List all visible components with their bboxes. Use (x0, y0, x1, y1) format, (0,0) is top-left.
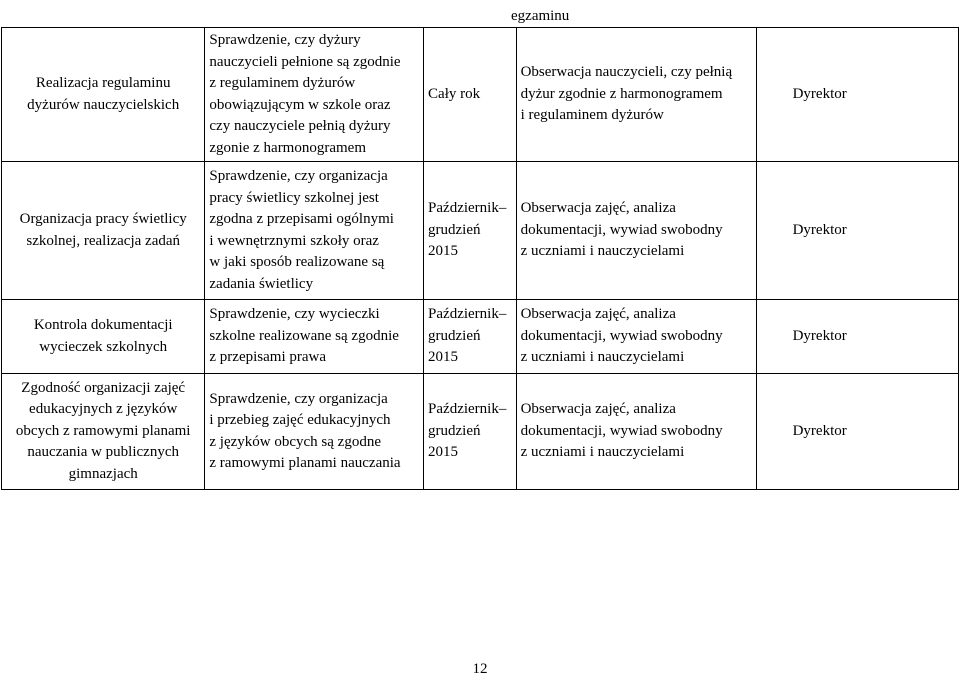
responsible-text: Dyrektor (792, 221, 847, 238)
method-cell: Obserwacja nauczycieli, czy pełnią dyżur zgodnie z harmonogramem i regulaminem dyżurów (516, 28, 756, 162)
table-row (2, 28, 959, 162)
area-cell: Kontrola dokumentacji wycieczek szkolnych (2, 300, 205, 374)
method-cell: Obserwacja zajęć, analiza dokumentacji, wywiad swobodny z uczniami i nauczycielami (516, 300, 756, 374)
responsible-text: Dyrektor (792, 327, 847, 344)
supervision-plan-table (1, 27, 959, 490)
area-cell: Realizacja regulaminu dyżurów nauczycielskich (2, 28, 205, 162)
continued-text: egzaminu (511, 8, 570, 24)
table-row (2, 162, 959, 300)
page-number: 12 (472, 661, 488, 677)
area-cell: Zgodność organizacji zajęć edukacyjnych z języków obcych z ramowymi planami nauczania w publicznych gimnazjach (2, 374, 205, 490)
responsible-cell (756, 28, 958, 162)
area-cell: Organizacja pracy świetlicy szkolnej, realizacja zadań (2, 162, 205, 300)
task-cell: Sprawdzenie, czy wycieczki szkolne realizowane są zgodnie z przepisami prawa (205, 300, 424, 374)
responsible-text: Dyrektor (792, 422, 847, 439)
term-cell: Październik– grudzień 2015 (424, 162, 517, 300)
task-cell: Sprawdzenie, czy organizacja pracy świetlicy szkolnej jest zgodna z przepisami ogólnymi i wewnętrznymi szkoły oraz w jaki sposób realizowane są zadania świetlicy (205, 162, 424, 300)
task-cell: Sprawdzenie, czy organizacja i przebieg zajęć edukacyjnych z języków obcych są zgodne z ramowymi planami nauczania (205, 374, 424, 490)
method-cell: Obserwacja zajęć, analiza dokumentacji, wywiad swobodny z uczniami i nauczycielami (516, 162, 756, 300)
responsible-cell (756, 162, 958, 300)
method-cell: Obserwacja zajęć, analiza dokumentacji, wywiad swobodny z uczniami i nauczycielami (516, 374, 756, 490)
responsible-cell (756, 300, 958, 374)
task-cell: Sprawdzenie, czy dyżury nauczycieli pełnione są zgodnie z regulaminem dyżurów obowiązującym w szkole oraz czy nauczyciele pełnią dyżury zgonie z harmonogramem (205, 28, 424, 162)
responsible-text: Dyrektor (792, 85, 847, 102)
term-cell: Październik– grudzień 2015 (424, 374, 517, 490)
table-row (2, 300, 959, 374)
responsible-cell (756, 374, 958, 490)
term-cell: Październik– grudzień 2015 (424, 300, 517, 374)
table-row (2, 374, 959, 490)
term-cell: Cały rok (424, 28, 517, 162)
